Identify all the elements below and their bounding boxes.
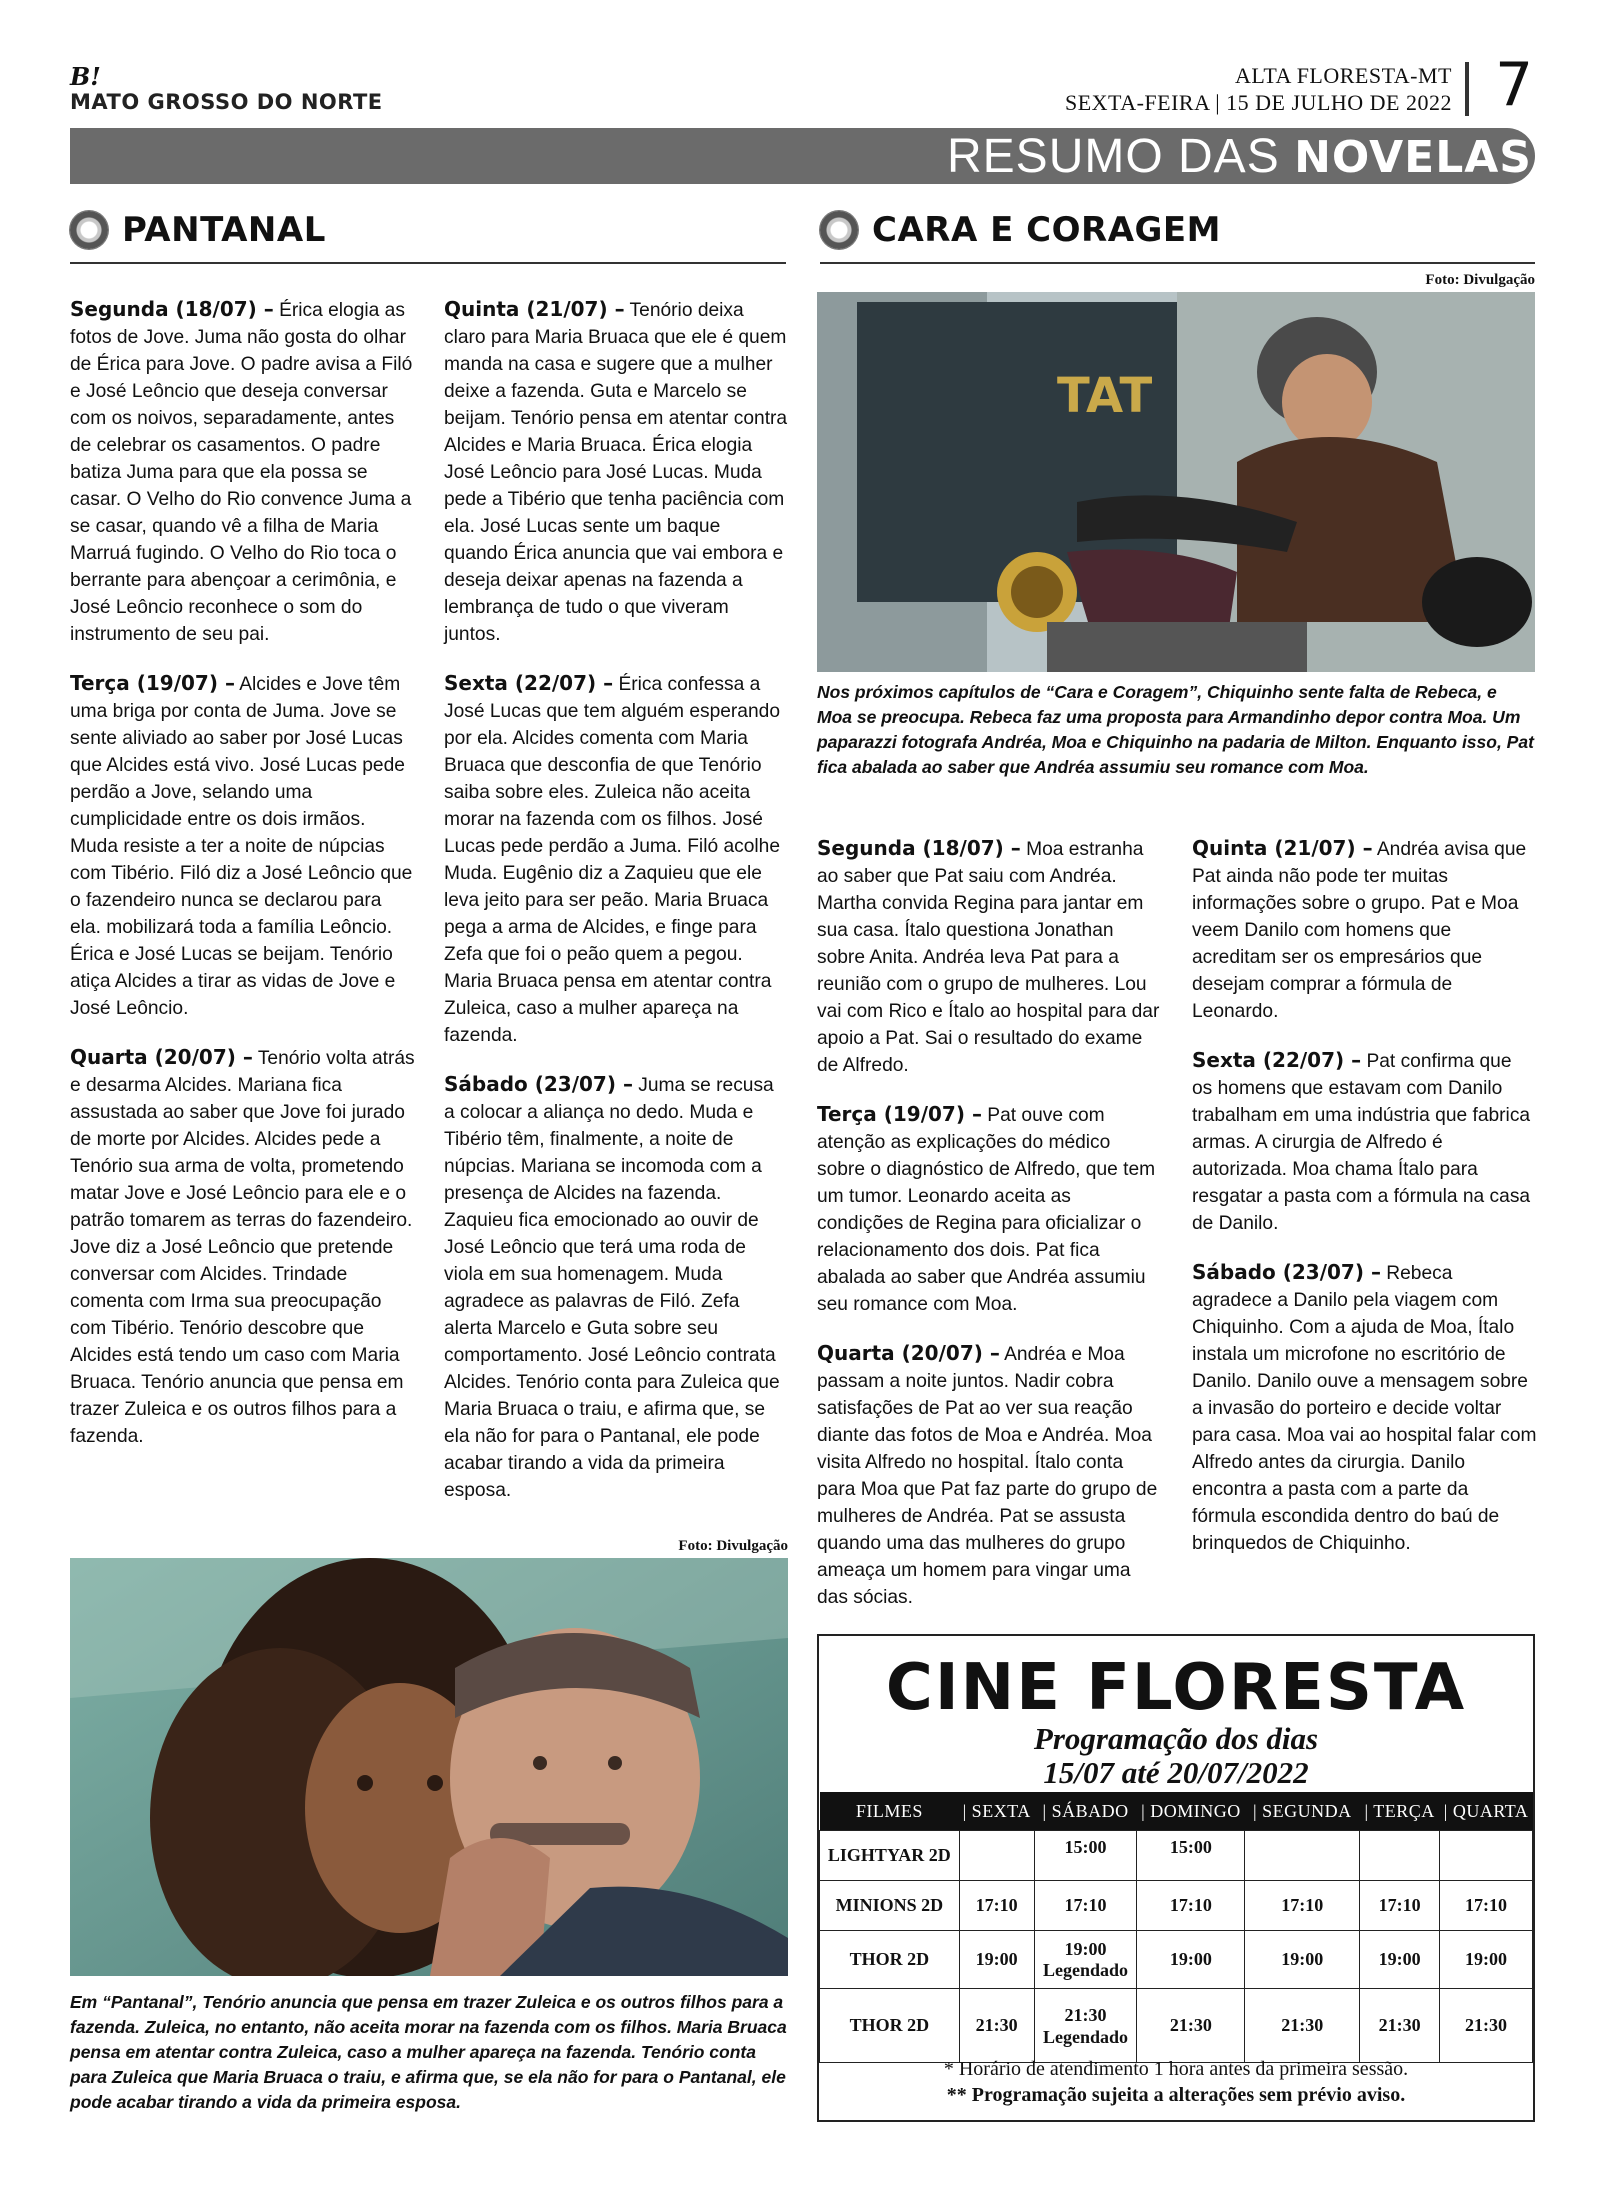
cara-column-1 xyxy=(817,835,1162,1633)
showtime: 15:00 xyxy=(1137,1831,1245,1881)
day-text: Alcides e Jove têm uma briga por conta de Juma. Jove se sente aliviado ao saber por José Lucas que Alcides está vivo. José Lucas pede perdão a Jove, selando uma cumplicidade entre os dois irmãos. Muda resiste a ter a noite de núpcias com Tibério. Filó diz a José Leôncio que o fazendeiro nunca se declarou para ela. mobilizará toda a família Leôncio. Érica e José Lucas se beijam. Tenório atiça Alcides a tirar as vidas de Jove e José Leôncio. xyxy=(70,674,413,1019)
svg-text:TAT: TAT xyxy=(1057,368,1153,424)
showtime: 19:00 xyxy=(1064,1938,1107,1959)
showtime: 21:30 xyxy=(1440,1989,1533,2063)
cinema-notes xyxy=(819,2056,1533,2108)
pantanal-sabado xyxy=(444,1071,789,1504)
cinema-subtitle-line-2: 15/07 até 20/07/2022 xyxy=(1043,1755,1309,1790)
day-label: Sexta (22/07) – xyxy=(1192,1048,1362,1072)
day-label: Quinta (21/07) – xyxy=(444,297,625,321)
day-label: Quinta (21/07) – xyxy=(1192,836,1373,860)
film-name: THOR 2D xyxy=(820,1931,960,1989)
cara-segunda xyxy=(817,835,1162,1079)
pantanal-header xyxy=(70,208,786,264)
day-label: Sábado (23/07) – xyxy=(1192,1260,1381,1284)
cinema-schedule-box xyxy=(817,1634,1535,2122)
cara-terca xyxy=(817,1101,1162,1318)
showtime: 21:30 xyxy=(1360,1989,1440,2063)
pantanal-column-2 xyxy=(444,296,789,1526)
brand-subtitle: MATO GROSSO DO NORTE xyxy=(70,90,383,114)
pantanal-caption: Em “Pantanal”, Tenório anuncia que pensa em trazer Zuleica e os outros filhos para a fazenda. Zuleica, no entanto, não aceita morar na fazenda com os filhos. Maria Bruaca pensa em atentar contra Zuleica, caso a mulher apareça na fazenda. Tenório conta para Zuleica que Maria Bruaca o traiu, e afirma que, se ela não for para o Pantanal, ele pode acabar tirando a vida da primeira esposa. xyxy=(70,1992,787,2112)
showtime: 15:00 xyxy=(1034,1831,1137,1881)
film-name: MINIONS 2D xyxy=(820,1881,960,1931)
showtime xyxy=(1360,1831,1440,1881)
showtime xyxy=(959,1831,1034,1881)
pantanal-title: PANTANAL xyxy=(122,210,326,250)
cinema-logo: CINE FLORESTA xyxy=(885,1651,1467,1725)
day-label: Segunda (18/07) – xyxy=(817,836,1021,860)
day-label: Sexta (22/07) – xyxy=(444,671,614,695)
day-text: Pat ouve com atenção as explicações do médico sobre o diagnóstico de Alfredo, que tem um tumor. Leonardo aceita as condições de Regina para oficializar o relacionamento dos dois. Pat fica abalada ao saber que Andréa assumiu seu romance com Moa. xyxy=(817,1105,1156,1315)
day-text: Rebeca agradece a Danilo pela viagem com Chiquinho. Com a ajuda de Moa, Ítalo instala um microfone no escritório de Danilo. Danilo ouve a mensagem sobre a invasão do porteiro e decide voltar para casa. Moa vai ao hospital falar com Alfredo antes da cirurgia. Danilo encontra a pasta com a parte da fórmula escondida dentro do baú de brinquedos de Chiquinho. xyxy=(1192,1263,1537,1554)
legendado-label: Legendado xyxy=(1043,2026,1129,2047)
cara-column-2 xyxy=(1192,835,1537,1579)
cara-sexta xyxy=(1192,1047,1537,1237)
column-header: | QUARTA xyxy=(1440,1792,1533,1831)
dateline-city: ALTA FLORESTA-MT xyxy=(1235,63,1452,88)
cinema-note-2: ** Programação sujeita a alterações sem prévio aviso. xyxy=(946,2084,1406,2106)
dateline-date: SEXTA-FEIRA | 15 DE JULHO DE 2022 xyxy=(1064,90,1452,115)
pantanal-photo-credit: Foto: Divulgação xyxy=(678,1538,788,1554)
showtime-legendado xyxy=(1034,1931,1137,1989)
day-label: Quarta (20/07) – xyxy=(817,1341,1000,1365)
column-header: | SEGUNDA xyxy=(1245,1792,1360,1831)
pantanal-segunda xyxy=(70,296,415,648)
pantanal-photo xyxy=(70,1558,788,1976)
column-header: | TERÇA xyxy=(1360,1792,1440,1831)
day-label: Sábado (23/07) – xyxy=(444,1072,633,1096)
day-label: Segunda (18/07) – xyxy=(70,297,274,321)
dateline xyxy=(1065,62,1452,116)
day-text: Andréa avisa que Pat ainda não pode ter muitas informações sobre o grupo. Pat e Moa veem Danilo com homens que acreditam ser os empresários que desejam comprar a fórmula de Leonardo. xyxy=(1192,839,1527,1022)
column-header: FILMES xyxy=(820,1792,960,1831)
cara-header xyxy=(820,208,1535,264)
globo-logo-icon xyxy=(70,211,108,249)
day-text: Érica elogia as fotos de Jove. Juma não gosta do olhar de Érica para Jove. O padre avisa a Filó e José Leôncio que deseja conversar com os noivos, separadamente, antes de celebrar os casamentos. O padre batiza Juma para que ela possa se casar. O Velho do Rio convence Juma a se casar, quando vê a filha de Maria Marruá fugindo. O Velho do Rio toca o berrante para abençoar a cerimônia, e José Leôncio reconhece o som do instrumento de seu pai. xyxy=(70,300,413,645)
legendado-label: Legendado xyxy=(1043,1959,1129,1980)
showtime: 17:10 xyxy=(959,1881,1034,1931)
cara-photo xyxy=(817,292,1535,672)
table-row xyxy=(820,1989,1533,2063)
day-text: Tenório volta atrás e desarma Alcides. Mariana fica assustada ao saber que Jove foi jurado de morte por Alcides. Alcides pede a Tenório sua arma de volta, prometendo matar Jove e José Leôncio para ele e o patrão tomarem as terras do fazendeiro. Jove diz a José Leôncio que pretende conversar com Alcides. Trindade comenta com Irma sua preocupação com Tibério. Tenório descobre que Alcides está tendo um caso com Maria Bruaca. Tenório anuncia que pensa em trazer Zuleica e os outros filhos para a fazenda. xyxy=(70,1048,415,1447)
showtime: 17:10 xyxy=(1137,1881,1245,1931)
showtime: 19:00 xyxy=(1440,1931,1533,1989)
column-header: | DOMINGO xyxy=(1137,1792,1245,1831)
showtime: 19:00 xyxy=(959,1931,1034,1989)
showtime: 21:30 xyxy=(959,1989,1034,2063)
day-label: Terça (19/07) – xyxy=(817,1102,982,1126)
pantanal-couple-image xyxy=(70,1558,788,1976)
cara-quarta xyxy=(817,1340,1162,1611)
table-row xyxy=(820,1881,1533,1931)
showtime: 17:10 xyxy=(1034,1881,1137,1931)
showtime: 19:00 xyxy=(1137,1931,1245,1989)
cara-caption: Nos próximos capítulos de “Cara e Coragem”, Chiquinho sente falta de Rebeca, e Moa se preocupa. Rebeca faz uma proposta para Armandinho depor contra Moa. Um paparazzi fotografa Andréa, Moa e Chiquinho na padaria de Milton. Enquanto isso, Pat fica abalada ao saber que Andréa assumiu seu romance com Moa. xyxy=(817,682,1534,777)
day-label: Terça (19/07) – xyxy=(70,671,235,695)
showtime: 21:30 xyxy=(1245,1989,1360,2063)
pantanal-terca xyxy=(70,670,415,1022)
pantanal-column-1 xyxy=(70,296,415,1472)
table-header-row xyxy=(820,1792,1533,1831)
showtime: 17:10 xyxy=(1245,1881,1360,1931)
header-divider xyxy=(1465,62,1469,116)
showtime xyxy=(1440,1831,1533,1881)
pantanal-sexta xyxy=(444,670,789,1049)
showtime: 17:10 xyxy=(1440,1881,1533,1931)
day-label: Quarta (20/07) – xyxy=(70,1045,253,1069)
film-name: LIGHTYAR 2D xyxy=(820,1831,960,1881)
day-text: Pat confirma que os homens que estavam com Danilo trabalham em uma indústria que fabrica armas. A cirurgia de Alfredo é autorizada. Moa chama Ítalo para resgatar a pasta com a fórmula na casa de Danilo. xyxy=(1192,1051,1531,1234)
day-text: Érica confessa a José Lucas que tem alguém esperando por ela. Alcides comenta com Maria Bruaca que desconfia de que Tenório saiba sobre eles. Zuleica não aceita morar na fazenda com os filhos. José Lucas pede perdão a Juma. Filó acolhe Muda. Eugênio diz a Zaquieu que ele leva jeito para ser peão. Maria Bruaca pega a arma de Alcides, e finge para Zefa que foi o peão quem a pegou. Maria Bruaca pensa em atentar contra Zuleica, caso a mulher apareça na fazenda. xyxy=(444,674,780,1046)
showtime: 19:00 xyxy=(1360,1931,1440,1989)
section-title-bold: NOVELAS xyxy=(1294,132,1532,183)
showtime: 17:10 xyxy=(1360,1881,1440,1931)
showtime: 21:30 xyxy=(1137,1989,1245,2063)
cara-photo-credit: Foto: Divulgação xyxy=(1425,272,1535,288)
brand-logo: B! xyxy=(70,62,101,91)
pantanal-quinta xyxy=(444,296,789,648)
cara-quinta xyxy=(1192,835,1537,1025)
day-text: Tenório deixa claro para Maria Bruaca que ele é quem manda na casa e sugere que a mulher deixe a fazenda. Guta e Marcelo se beijam. Tenório pensa em atentar contra Alcides e Maria Bruaca. Érica elogia José Leôncio para José Lucas. Muda pede a Tibério que tenha paciência com ela. José Lucas sente um baque quando Érica anuncia que vai embora e deseja deixar apenas na fazenda a lembrança de tudo o que viveram juntos. xyxy=(444,300,788,645)
cinema-note-1: * Horário de atendimento 1 hora antes da primeira sessão. xyxy=(943,2058,1409,2080)
cinema-subtitle xyxy=(819,1722,1533,1790)
film-name: THOR 2D xyxy=(820,1989,960,2063)
table-row xyxy=(820,1831,1533,1881)
day-text: Andréa e Moa passam a noite juntos. Nadir cobra satisfações de Pat ao ver sua reação diante das fotos de Moa e Andréa. Moa visita Alfredo no hospital. Ítalo conta para Moa que Pat faz parte do grupo de mulheres de Andréa. Pat se assusta quando uma das mulheres do grupo ameaça um homem para vingar uma das sócias. xyxy=(817,1344,1158,1608)
showtime xyxy=(1245,1831,1360,1881)
cara-title: CARA E CORAGEM xyxy=(872,210,1221,250)
table-row xyxy=(820,1931,1533,1989)
column-header: | SEXTA xyxy=(959,1792,1034,1831)
section-title-light: RESUMO DAS xyxy=(947,130,1280,183)
day-text: Moa estranha ao saber que Pat saiu com Andréa. Martha convida Regina para jantar em sua casa. Ítalo questiona Jonathan sobre Anita. Andréa leva Pat para a reunião com o grupo de mulheres. Lou vai com Rico e Ítalo ao hospital para dar apoio a Pat. Sai o resultado do exame de Alfredo. xyxy=(817,839,1160,1076)
showtime: 21:30 xyxy=(1064,2004,1107,2025)
cara-motorcycle-image xyxy=(817,292,1535,672)
pantanal-quarta xyxy=(70,1044,415,1450)
showtime-legendado xyxy=(1034,1989,1137,2063)
globo-logo-icon xyxy=(820,211,858,249)
day-text: Juma se recusa a colocar a aliança no dedo. Muda e Tibério têm, finalmente, a noite de núpcias. Mariana se incomoda com a presença de Alcides na fazenda. Zaquieu fica emocionado ao ouvir de José Leôncio que terá uma roda de viola em sua homenagem. Muda agradece as palavras de Filó. Zefa alerta Marcelo e Guta sobre seu comportamento. José Leôncio contrata Alcides. Tenório conta para Zuleica que Maria Bruaca o traiu, e afirma que, se ela não for para o Pantanal, ele pode acabar tirando a vida da primeira esposa. xyxy=(444,1075,780,1501)
section-title xyxy=(947,130,1532,185)
column-header: | SÁBADO xyxy=(1034,1792,1137,1831)
cinema-subtitle-line-1: Programação dos dias xyxy=(1033,1721,1319,1756)
cara-sabado xyxy=(1192,1259,1537,1557)
page-number: 7 xyxy=(1495,50,1534,120)
cinema-schedule-table xyxy=(819,1792,1533,2063)
showtime: 19:00 xyxy=(1245,1931,1360,1989)
